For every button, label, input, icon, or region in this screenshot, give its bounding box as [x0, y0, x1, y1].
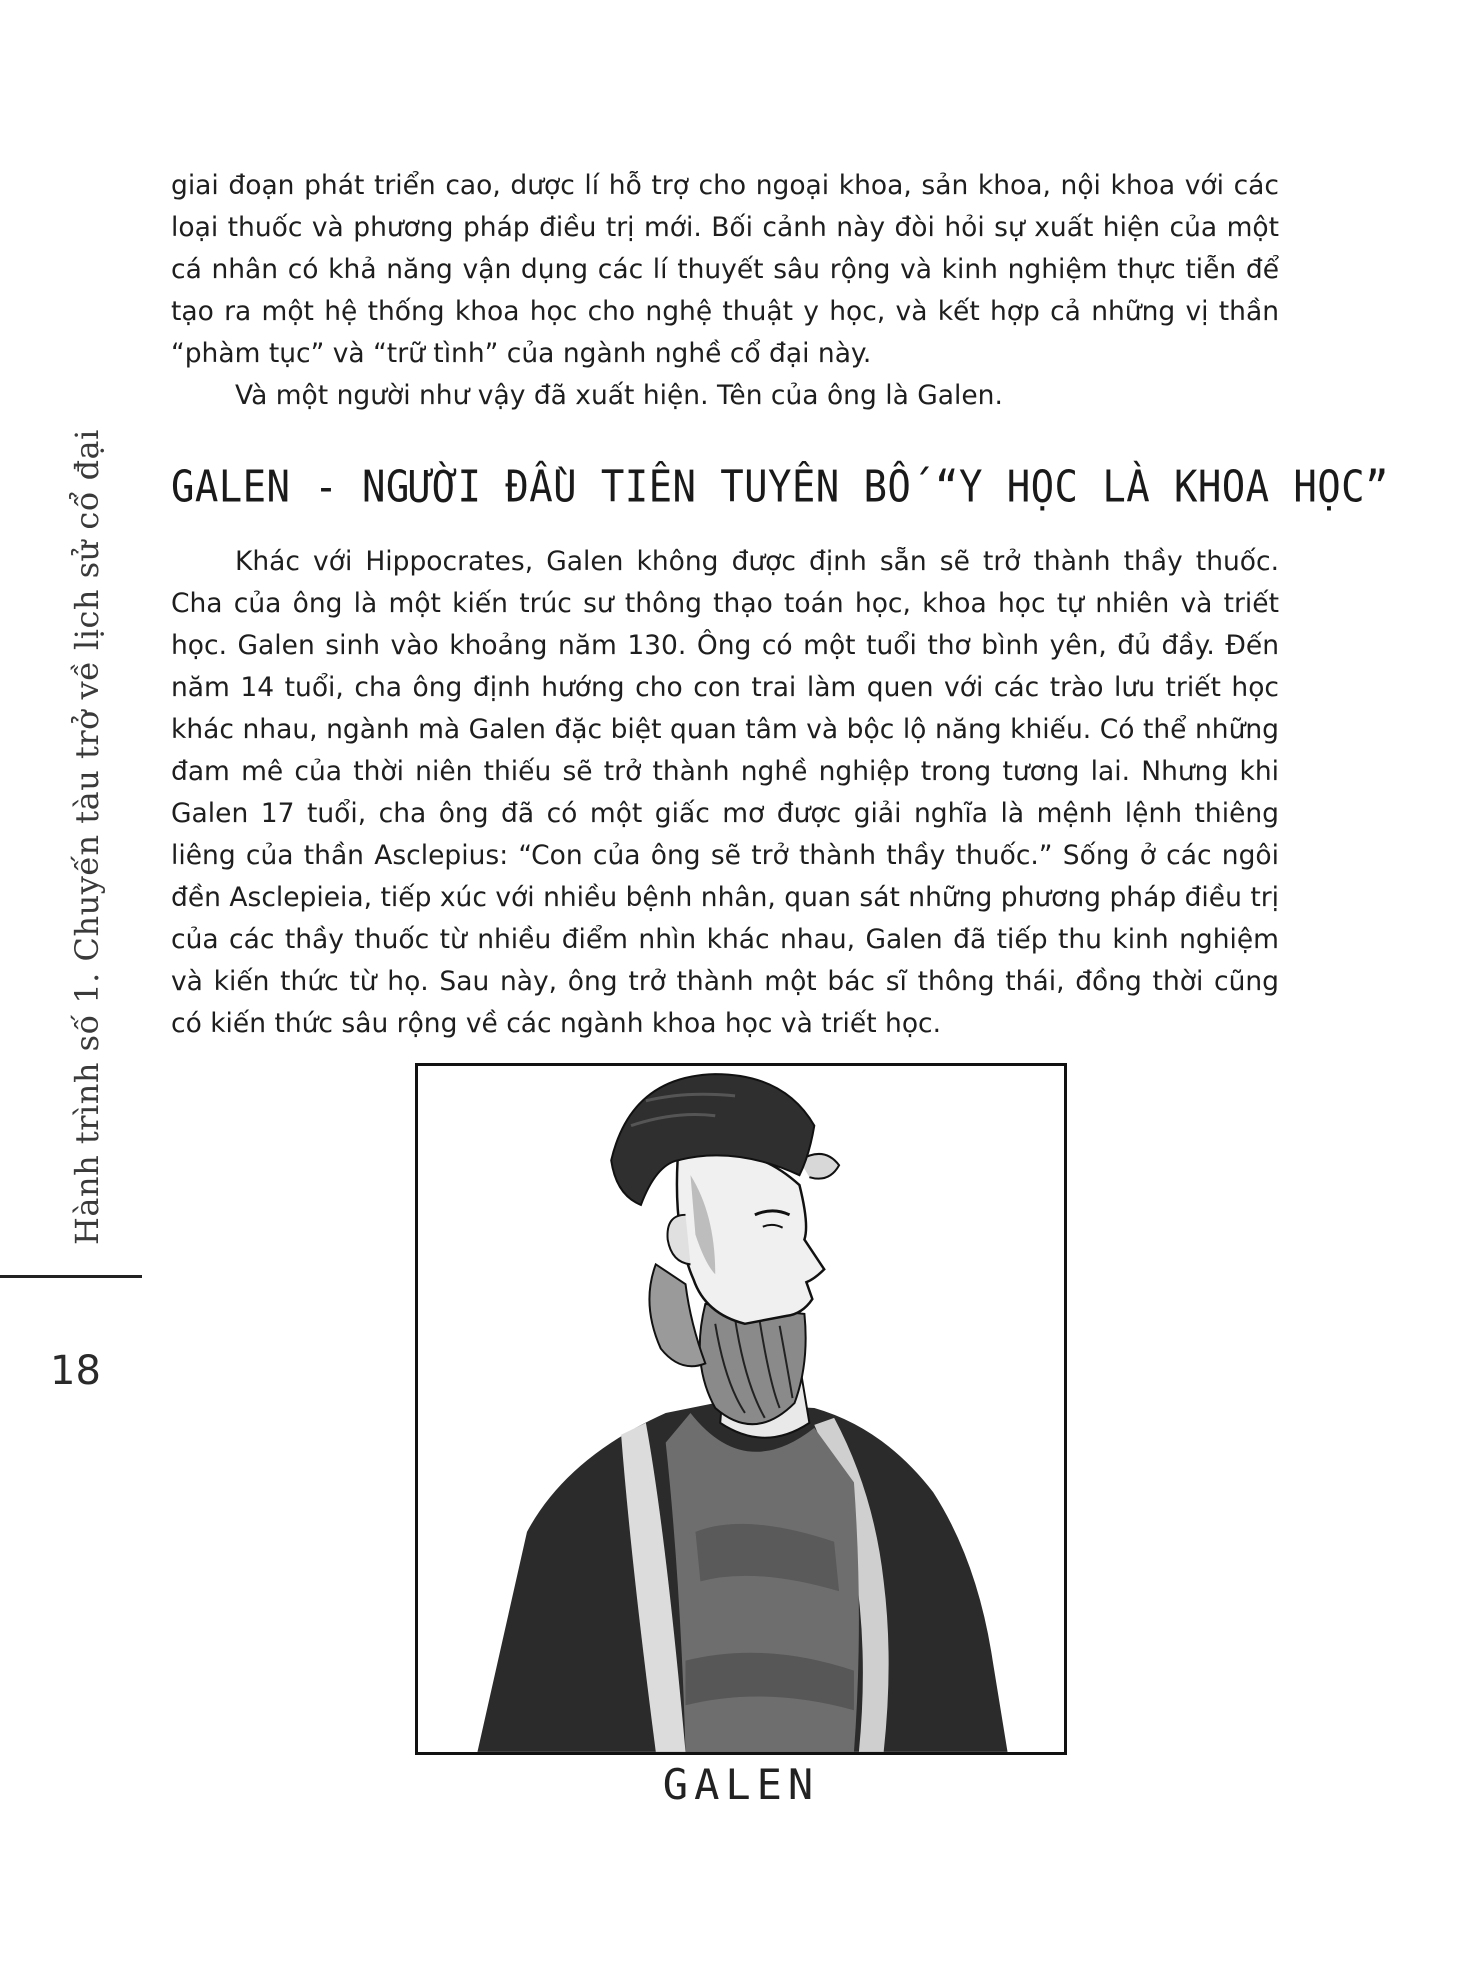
page-number: 18	[50, 1348, 101, 1394]
body-text	[171, 165, 1389, 1045]
paragraph-1: giai đoạn phát triển cao, dược lí hỗ trợ cho ngoại khoa, sản khoa, nội khoa với các loại thuốc và phương pháp điều trị mới. Bối cảnh này đòi hỏi sự xuất hiện của một cá nhân có khả năng vận dụng các lí thuyết sâu rộng và kinh nghiệm thực tiễn để tạo ra một hệ thống khoa học cho nghệ thuật y học, và kết hợp cả những vị thần “phàm tục” và “trữ tình” của ngành nghề cổ đại này.	[171, 170, 1279, 369]
galen-portrait	[415, 1063, 1067, 1755]
paragraph-3: Khác với Hippocrates, Galen không được định sẵn sẽ trở thành thầy thuốc. Cha của ông là một kiến trúc sư thông thạo toán học, khoa học tự nhiên và triết học. Galen sinh vào khoảng năm 130. Ông có một tuổi thơ bình yên, đủ đầy. Đến năm 14 tuổi, cha ông định hướng cho con trai làm quen với các trào lưu triết học khác nhau, ngành mà Galen đặc biệt quan tâm và bộc lộ năng khiếu. Có thể những đam mê của thời niên thiếu sẽ trở thành nghề nghiệp trong tương lai. Nhưng khi Galen 17 tuổi, cha ông đã có một giấc mơ được giải nghĩa là mệnh lệnh thiêng liêng của thần Asclepius: “Con của ông sẽ trở thành thầy thuốc.” Sống ở các ngôi đền Asclepieia, tiếp xúc với nhiều bệnh nhân, quan sát những phương pháp điều trị của các thầy thuốc từ nhiều điểm nhìn khác nhau, Galen đã tiếp thu kinh nghiệm và kiến thức từ họ. Sau này, ông trở thành một bác sĩ thông thái, đồng thời cũng có kiến thức sâu rộng về các ngành khoa học và triết học.	[171, 546, 1279, 1039]
paragraph-2: Và một người như vậy đã xuất hiện. Tên của ông là Galen.	[235, 380, 1003, 411]
portrait-caption: GALEN	[662, 1760, 820, 1809]
running-header: Hành trình số 1. Chuyến tàu trở về lịch sử cổ đại	[68, 429, 106, 1245]
galen-portrait-illustration	[418, 1066, 1064, 1752]
margin-rule	[0, 1275, 142, 1278]
section-heading: GALEN - NGƯỜI ĐẦU TIÊN TUYÊN BỐ “Y HỌC LÀ KHOA HỌC”	[171, 462, 1389, 513]
